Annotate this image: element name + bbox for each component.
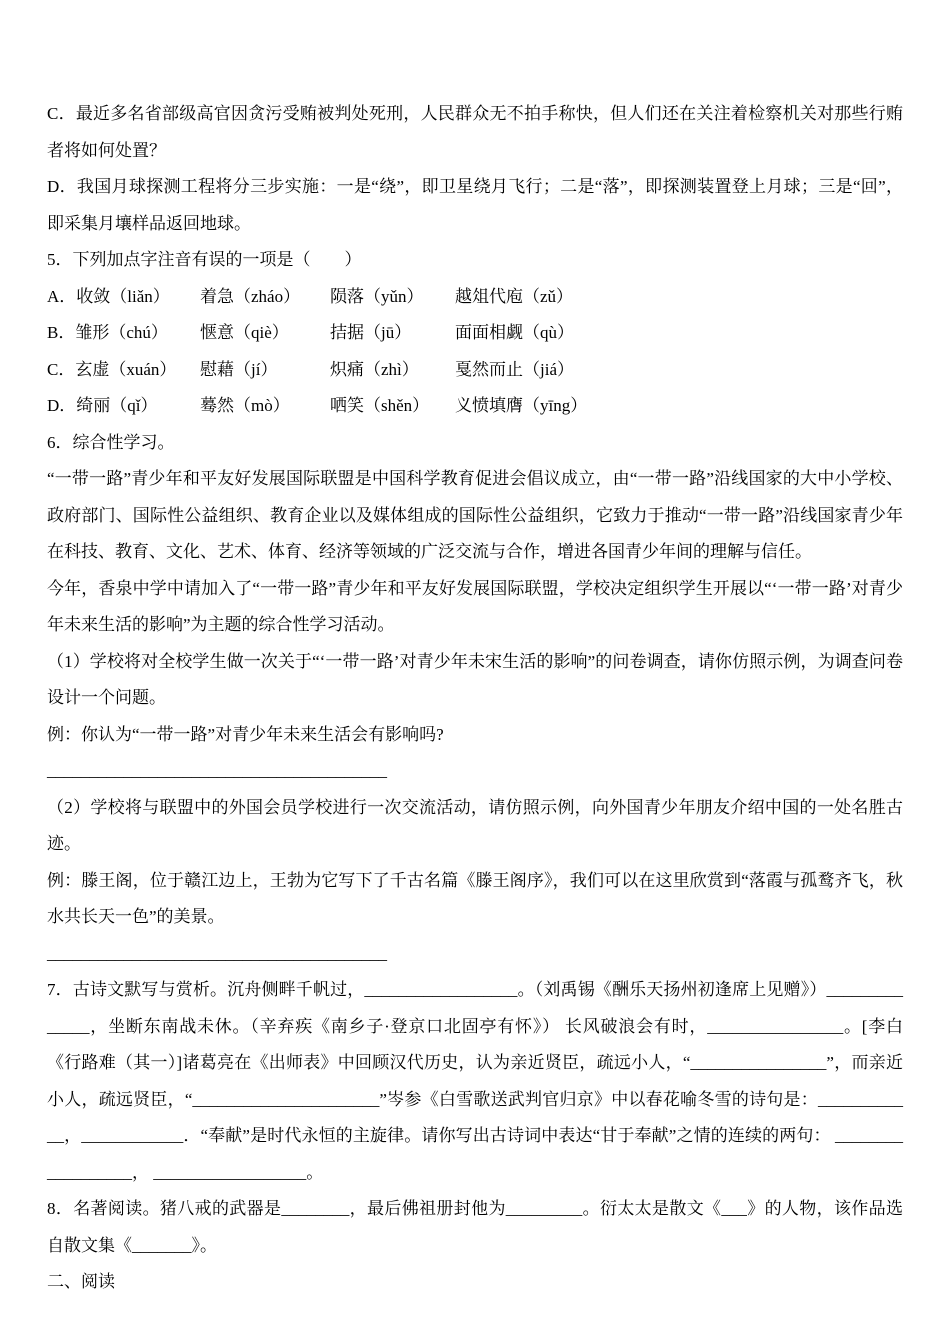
q5-c-word-2: 慰藉（jí） (200, 359, 278, 379)
answer-blank-line-1: ________________________________________ (47, 761, 387, 780)
q5-option-row-c (47, 352, 903, 389)
q5-d-word-1: D．绮丽（qǐ） (47, 396, 158, 415)
q6-subquestion-1: （1）学校将对全校学生做一次关于“‘一带一路’对青少年未宋生活的影响”的问卷调查，请你仿照示例，为调查问卷设计一个问题。 (47, 651, 903, 707)
q5-b-word-1: B．雏形（chú） (47, 323, 168, 342)
q8-literature: 8．名著阅读。猪八戒的武器是________，最后佛祖册封他为_________。衍太太是散文《___》的人物，该作品选自散文集《_______》。 (47, 1199, 903, 1255)
q5-d-word-2: 蓦然（mò） (200, 396, 290, 415)
q5-a-word-3: 陨落（yǔn） (330, 286, 424, 306)
q5-a-word-2: 着急（zháo） (200, 286, 301, 306)
q5-c-word-3: 炽痛（zhì） (330, 359, 419, 379)
q7-dictation: 7．古诗文默写与赏析。沉舟侧畔千帆过，__________________。（刘禹锡《酬乐天扬州初逢席上见赠》）______________，坐断东南战未休。（辛弃疾《南乡子·登京口北固亭有怀》） 长风破浪会有时，________________。[李白《行路难（其一）]诸葛亮在《出师表》中回顾汉代历史，认为亲近贤臣，疏远小人，“________________”，而亲近小人，疏远贤臣，“______________________”岑参《白雪歌送武判官归京》中以春花喻冬雪的诗句是：____________，____________．“奉献”是时代永恒的主旋律。请你写出古诗词中表达“甘于奉献”之情的连续的两句： __________________， __________________。 (47, 980, 903, 1182)
q5-a-word-4: 越俎代庖（zǔ） (455, 286, 574, 306)
q5-c-word-1: C．玄虚（xuán） (47, 359, 177, 379)
q5-option-row-d (47, 388, 903, 425)
q5-option-row-b (47, 315, 903, 352)
q5-option-row-a (47, 279, 903, 316)
section-2-heading: 二、阅读 (47, 1272, 115, 1291)
q6-title: 6．综合性学习。 (47, 432, 175, 452)
q5-b-word-3: 拮据（jū） (330, 323, 412, 342)
q5-b-word-2: 惬意（qiè） (200, 323, 289, 342)
q6-example-1: 例：你认为“一带一路”对青少年未来生活会有影响吗? (47, 724, 444, 744)
q5-b-word-4: 面面相觑（qù） (455, 323, 574, 342)
q6-paragraph-2: 今年，香泉中学中请加入了“一带一路”青少年和平友好发展国际联盟，学校决定组织学生开展以“‘一带一路’对青少年未来生活的影响”为主题的综合性学习活动。 (47, 578, 903, 634)
answer-blank-line-2: ________________________________________ (47, 943, 387, 963)
q5-d-word-4: 义愤填膺（yīng） (455, 396, 588, 415)
q5-a-word-1: A．收敛（liǎn） (47, 286, 170, 306)
q5-d-word-3: 哂笑（shěn） (330, 396, 430, 415)
question-option-d: D．我国月球探测工程将分三步实施：一是“绕”，即卫星绕月飞行；二是“落”，即探测装置登上月球；三是“回”，即采集月壤样品返回地球。 (47, 177, 903, 233)
q6-subquestion-2: （2）学校将与联盟中的外国会员学校进行一次交流活动，请仿照示例，向外国青少年朋友介绍中国的一处名胜古迹。 (47, 797, 903, 853)
q5-stem: 5．下列加点字注音有误的一项是（ ） (47, 250, 362, 269)
q6-example-2: 例：滕王阁，位于赣江边上，王勃为它写下了千古名篇《滕王阁序》，我们可以在这里欣赏到“落霞与孤鹜齐飞，秋水共长天一色”的美景。 (47, 870, 903, 926)
q5-c-word-4: 戛然而止（jiá） (455, 359, 574, 379)
question-option-c: C．最近多名省部级高官因贪污受贿被判处死刑，人民群众无不拍手称快，但人们还在关注着检察机关对那些行贿者将如何处置？ (47, 104, 903, 160)
q6-intro: “一带一路”青少年和平友好发展国际联盟是中国科学教育促进会倡议成立，由“一带一路”沿线国家的大中小学校、政府部门、国际性公益组织、教育企业以及媒体组成的国际性公益组织，它致力于推动“一带一路”沿线国家青少年在科技、教育、文化、艺术、体育、经济等领域的广泛交流与合作，增进各国青少年间的理解与信任。 (47, 469, 903, 561)
